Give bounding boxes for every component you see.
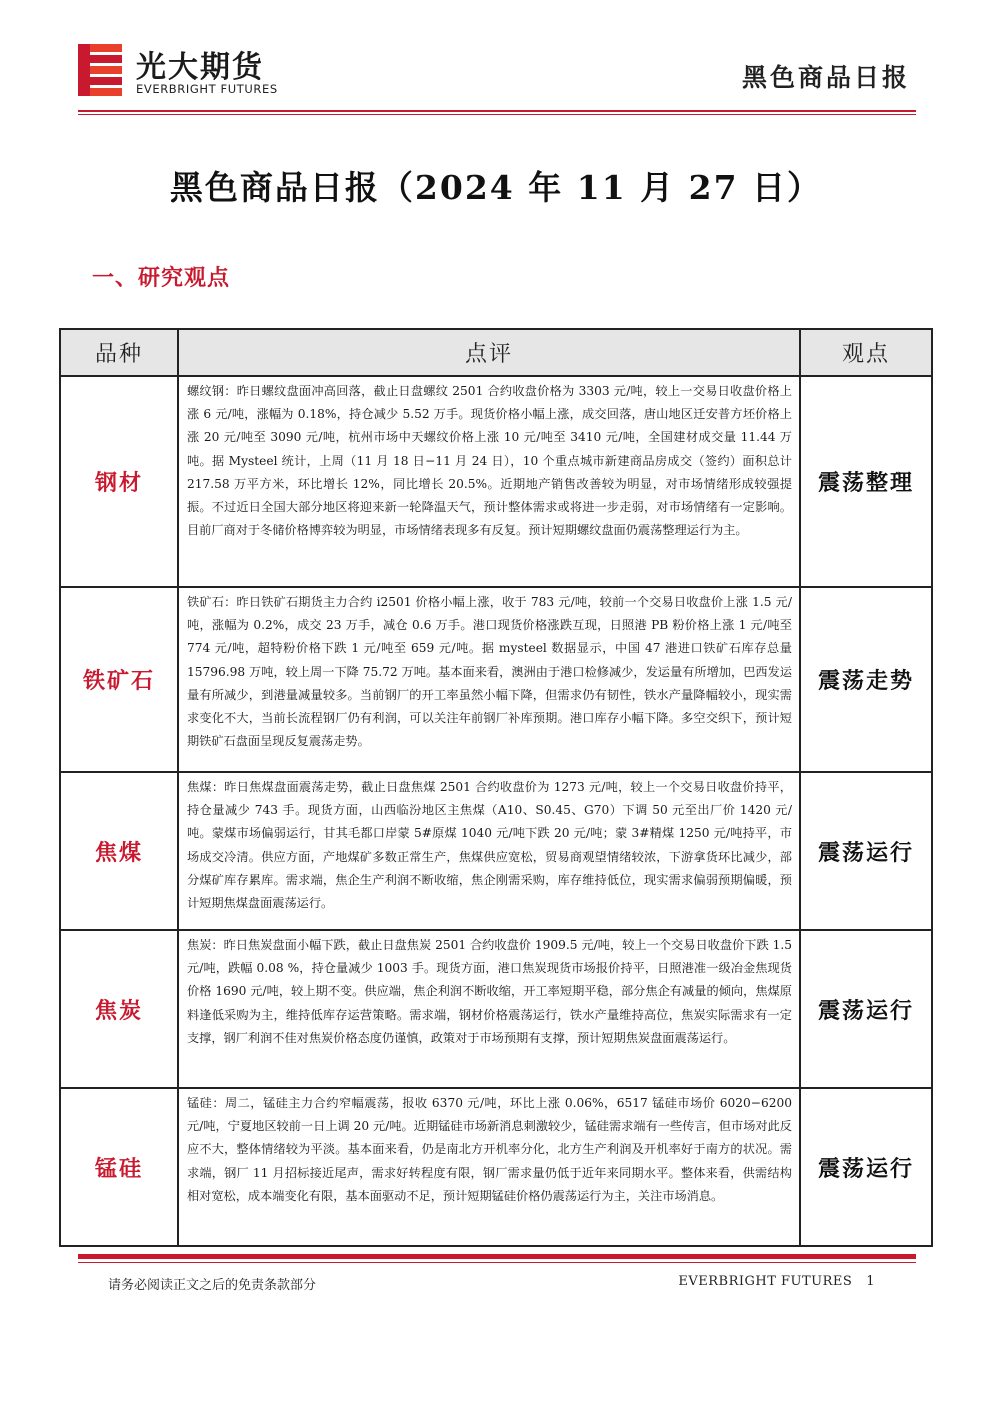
column-header-comment: 点评 [178,329,800,376]
category-cell: 焦煤 [60,772,178,930]
research-views-table [59,328,933,1247]
document-title: 黑色商品日报（2024 年 11 月 27 日） [169,168,823,207]
footer-disclaimer: 请务必阅读正文之后的免责条款部分 [108,1278,317,1293]
header-divider-thin [78,114,916,115]
section-title: 一、研究观点 [92,265,231,291]
table-header-row [60,329,932,376]
comment-cell: 螺纹钢：昨日螺纹盘面冲高回落，截止日盘螺纹 2501 合约收盘价格为 3303 元/吨，较上一交易日收盘价格上涨 6 元/吨，涨幅为 0.18%，持仓减少 5.52 万手。现货价格小幅上涨，成交回落，唐山地区迁安普方坯价格上涨 20 元/吨至 3090 元/吨，杭州市场中天螺纹价格上涨 10 元/吨至 3410 元/吨，全国建材成交量 11.44 万吨。据 Mysteel 统计，上周（11 月 18 日−11 月 24 日），10 个重点城市新建商品房成交（签约）面积总计 217.58 万平方米，环比增长 12%，同比增长 20.5%。近期地产销售改善较为明显，对市场情绪形成较强提振。不过近日全国大部分地区将迎来新一轮降温天气，预计整体需求或将进一步走弱，对市场情绪有一定影响。目前厂商对于冬储价格博弈较为明显，市场情绪表现多有反复。预计短期螺纹盘面仍震荡整理运行为主。 [178,376,800,587]
footer-divider-thin [78,1262,916,1263]
category-cell: 焦炭 [60,930,178,1088]
logo-english-name: EVERBRIGHT FUTURES [136,82,278,96]
table-row [60,930,932,1088]
footer-divider [78,1254,916,1259]
table-row [60,376,932,587]
comment-cell: 焦煤：昨日焦煤盘面震荡走势，截止日盘焦煤 2501 合约收盘价为 1273 元/吨，较上一个交易日收盘价持平，持仓量减少 743 手。现货方面，山西临汾地区主焦煤（A10、S0.45、G70）下调 50 元至出厂价 1420 元/吨。蒙煤市场偏弱运行，甘其毛都口岸蒙 5#原煤 1040 元/吨下跌 20 元/吨；蒙 3#精煤 1250 元/吨持平，市场成交冷清。供应方面，产地煤矿多数正常生产，焦煤供应宽松，贸易商观望情绪较浓，下游拿货环比减少，部分煤矿库存累库。需求端，焦企生产利润不断收缩，焦企刚需采购，库存维持低位，现实需求偏弱预期偏暖，预计短期焦煤盘面震荡运行。 [178,772,800,930]
header-report-title: 黑色商品日报 [741,63,910,92]
comment-cell: 铁矿石：昨日铁矿石期货主力合约 i2501 价格小幅上涨，收于 783 元/吨，较前一个交易日收盘价上涨 1.5 元/吨，涨幅为 0.2%，成交 23 万手，减仓 0.6 万手。港口现货价格涨跌互现，日照港 PB 粉价格上涨 1 元/吨至 774 元/吨，超特粉价格下跌 1 元/吨至 659 元/吨。据 mysteel 数据显示，中国 47 港进口铁矿石库存总量 15796.98 万吨，较上周一下降 75.72 万吨。基本面来看，澳洲由于港口检修减少，发运量有所增加，巴西发运量有所减少，到港量减量较多。当前钢厂的开工率虽然小幅下降，但需求仍有韧性，铁水产量降幅较小，现实需求变化不大，当前长流程钢厂仍有利润，可以关注年前钢厂补库预期。港口库存小幅下降。多空交织下，预计短期铁矿石盘面呈现反复震荡走势。 [178,587,800,772]
view-cell: 震荡运行 [800,930,932,1088]
page-header [78,40,916,118]
logo-chinese-name: 光大期货 [136,50,264,85]
column-header-view: 观点 [800,329,932,376]
comment-cell: 焦炭：昨日焦炭盘面小幅下跌，截止日盘焦炭 2501 合约收盘价 1909.5 元/吨，较上一个交易日收盘价下跌 1.5 元/吨，跌幅 0.08 %，持仓量减少 1003 手。现货方面，港口焦炭现货市场报价持平，日照港准一级冶金焦现货价格 1690 元/吨，较上期不变。供应端，焦企利润不断收缩，开工率短期平稳，部分焦企有减量的倾向，焦煤原料逢低采购为主，维持低库存运营策略。需求端，钢材价格震荡运行，铁水产量维持高位，焦炭实际需求有一定支撑，钢厂利润不佳对焦炭价格态度仍谨慎，政策对于市场预期有支撑，预计短期焦炭盘面震荡运行。 [178,930,800,1088]
footer-brand-and-page [678,1274,875,1289]
header-divider [78,110,916,112]
table-row [60,772,932,930]
view-cell: 震荡整理 [800,376,932,587]
category-cell: 钢材 [60,376,178,587]
view-cell: 震荡运行 [800,1088,932,1246]
table-row [60,1088,932,1246]
comment-cell: 锰硅：周二，锰硅主力合约窄幅震荡，报收 6370 元/吨，环比上涨 0.06%，6517 锰硅市场价 6020−6200 元/吨，宁夏地区较前一日上调 20 元/吨。近期锰硅市场新消息刺激较少，锰硅需求端有一些传言，但市场对此反应不大，整体情绪较为平淡。基本面来看，仍是南北方开机率分化，北方生产利润及开机率好于南方的状况。需求端，钢厂 11 月招标接近尾声，需求好转程度有限，钢厂需求量仍低于近年来同期水平。整体来看，供需结构相对宽松，成本端变化有限，基本面驱动不足，预计短期锰硅价格仍震荡运行为主，关注市场消息。 [178,1088,800,1246]
page-number: 1 [866,1274,875,1289]
table-row [60,587,932,772]
column-header-category: 品种 [60,329,178,376]
everbright-logo-icon [78,44,122,98]
view-cell: 震荡走势 [800,587,932,772]
category-cell: 铁矿石 [60,587,178,772]
view-cell: 震荡运行 [800,772,932,930]
footer-brand: EVERBRIGHT FUTURES [678,1274,853,1289]
category-cell: 锰硅 [60,1088,178,1246]
